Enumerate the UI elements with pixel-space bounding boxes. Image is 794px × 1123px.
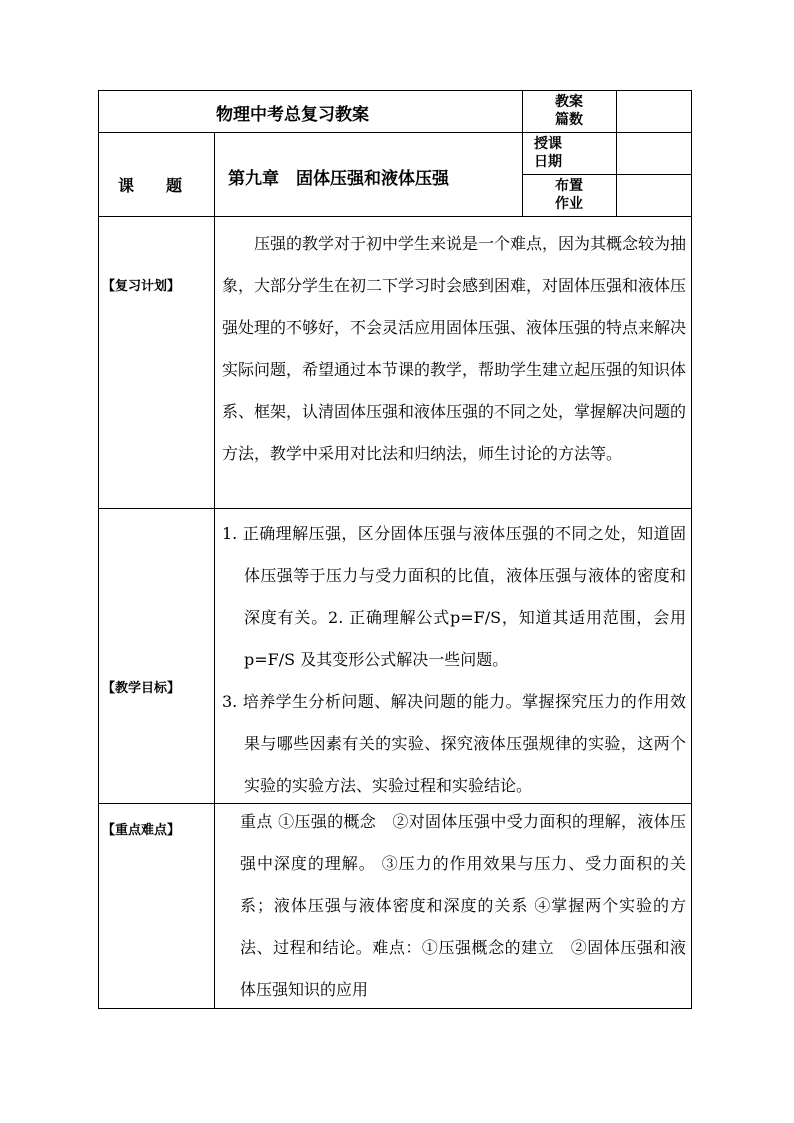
review-plan-text: 压强的教学对于初中学生来说是一个难点，因为其概念较为抽象，大部分学生在初二下学习时会感到困难，对固体压强和液体压强处理的不够好，不会灵活应用固体压强、液体压强的特点来解决实际问题，希望通过本节课的教学，帮助学生建立起压强的知识体系、框架，认清固体压强和液体压强的不同之处，掌握解决问题的方法，教学中采用对比法和归纳法，师生讨论的方法等。 [222,234,687,463]
row-divider-header [98,132,692,133]
lesson-count-label-text: 教案篇数 [555,94,583,128]
lesson-count-label [536,93,602,129]
teaching-date-label [526,135,592,171]
teaching-goal-item-2: 3. 培养学生分析问题、解决问题的能力。掌握探究压力的作用效果与哪些因素有关的实验、探究液体压强规律的实验，这两个实验的实验方法、实验过程和实验结论。 [222,692,686,795]
homework-label-text: 布置作业 [555,178,583,212]
col-divider-header-label [522,90,523,217]
homework-value [618,182,690,210]
homework-label [536,177,602,213]
table-border-left [98,90,99,1009]
subject-label: 课 题 [118,176,183,195]
teaching-goal-item-1: 1. 正确理解压强，区分固体压强与液体压强的不同之处，知道固体压强等于压力与受力面积的比值，液体压强与液体的密度和深度有关。2. 正确理解公式p=F/S，知道其适用范围，会用 p=F/S 及其变形公式解决一些问题。 [222,524,686,669]
lesson-count-value [618,100,690,128]
review-plan-label: 【复习计划】 [102,279,181,294]
table-border-right [691,90,692,1009]
table-border-top [98,90,692,91]
row-divider-plan [98,508,692,509]
subject-topic: 第九章 固体压强和液体压强 [228,169,449,189]
key-points-label: 【重点难点】 [102,823,181,838]
row-divider-date [522,174,692,175]
teaching-goals-label: 【教学目标】 [102,681,181,696]
col-divider-header-value [616,90,617,217]
document-title: 物理中考总复习教案 [216,105,369,125]
teaching-date-label-text: 授课日期 [534,136,562,170]
teaching-date-value [618,140,690,168]
key-points-text: 重点 ①压强的概念 ②对固体压强中受力面积的理解，液体压强中深度的理解。 ③压力的作用效果与压力、受力面积的关系；液体压强与液体密度和深度的关系 ④掌握两个实验的方法、过程和结论。难点：①压强概念的建立 ②固体压强和液体压强知识的应用 [240,812,686,999]
row-divider-subject [98,216,692,217]
col-divider-label [214,132,215,1009]
